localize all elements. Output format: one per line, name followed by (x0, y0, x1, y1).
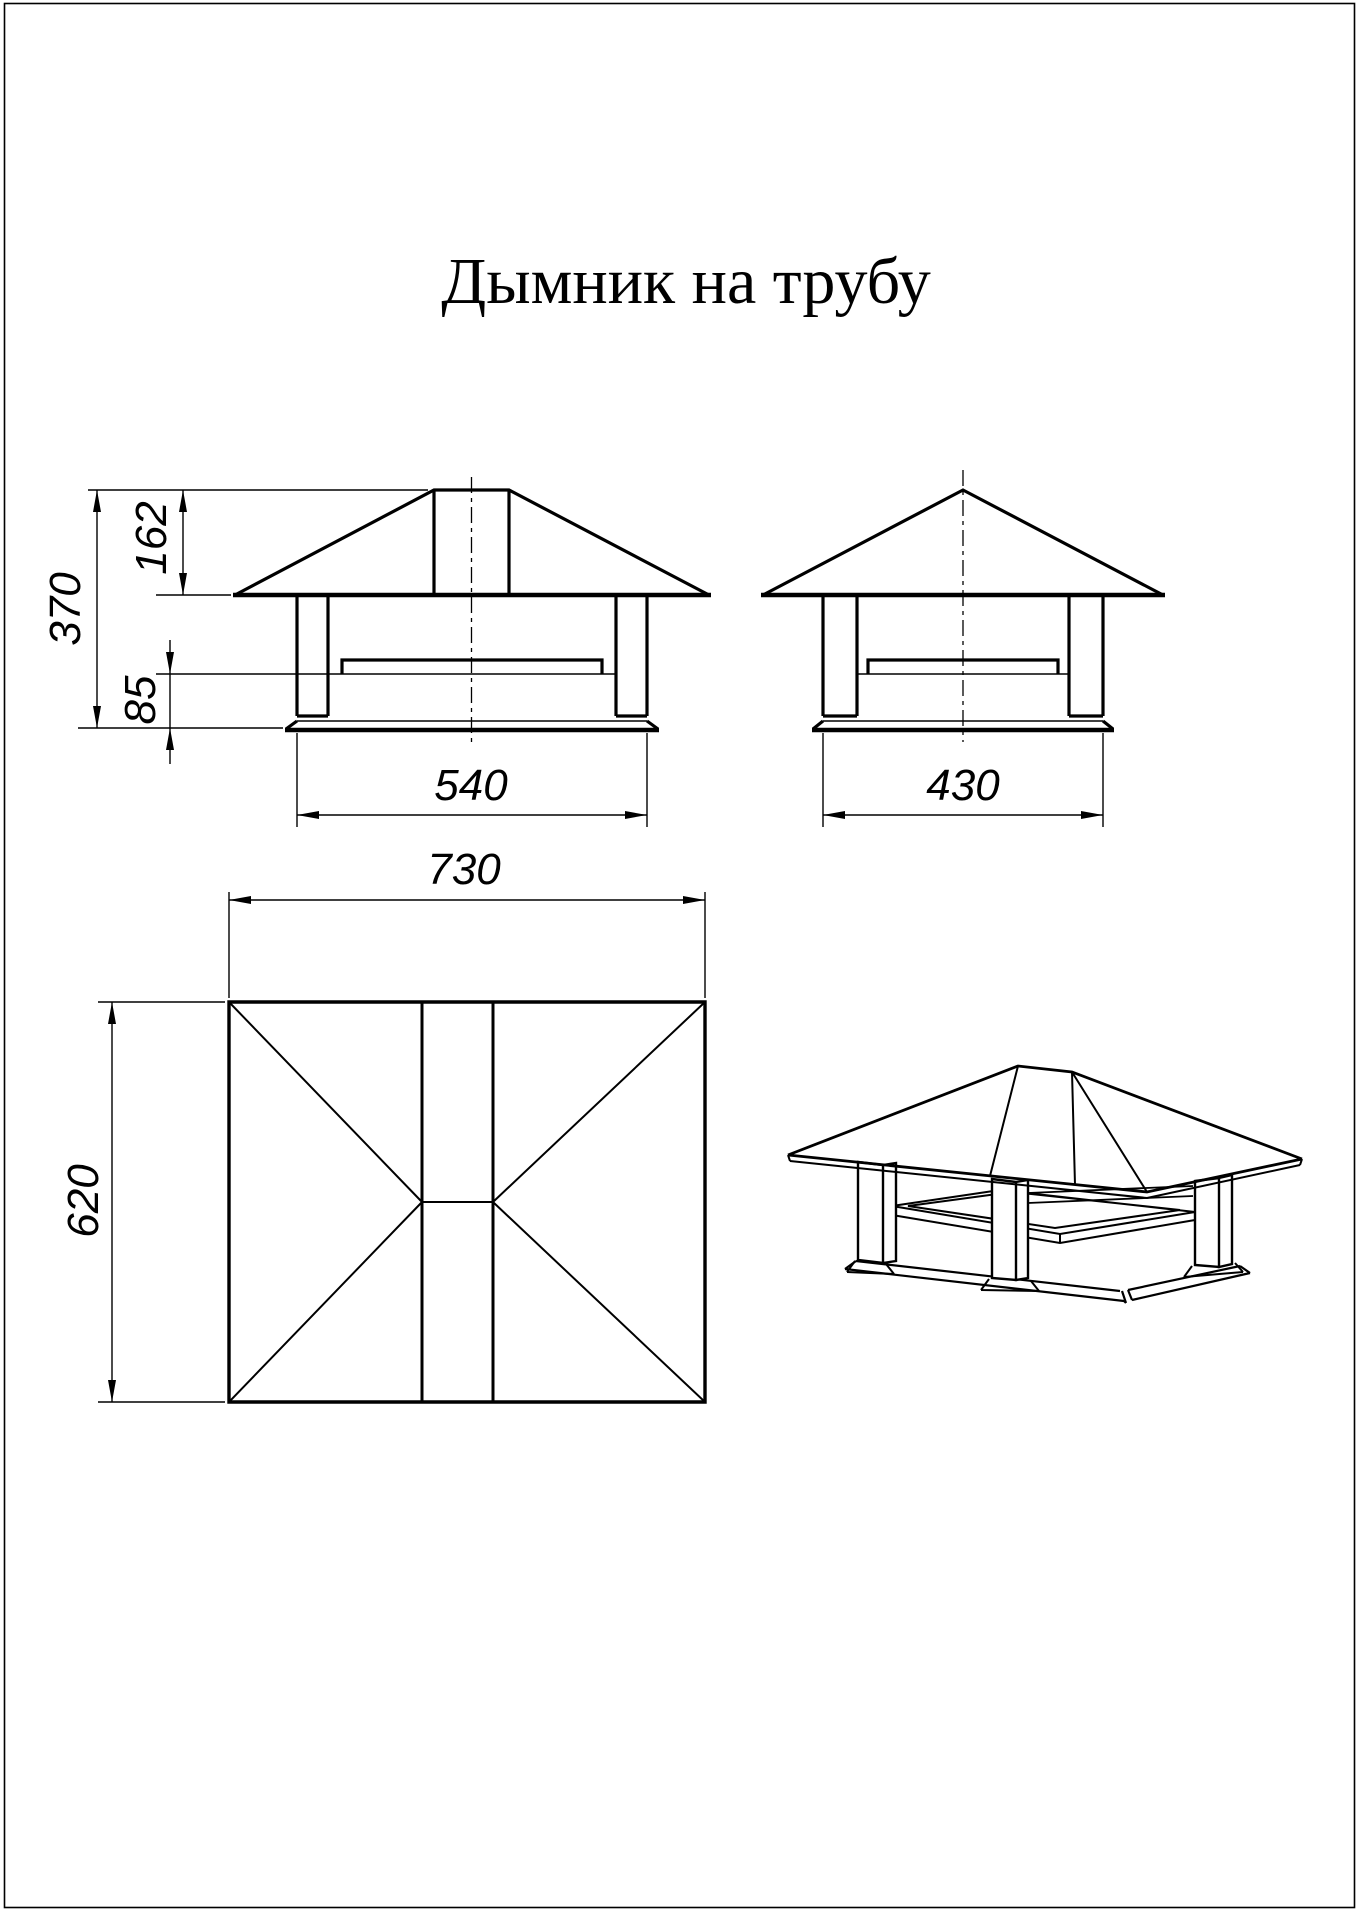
iso-right-leg (1195, 1175, 1232, 1267)
dim-base-width-label: 540 (434, 761, 508, 810)
dim-base-height-label: 85 (116, 675, 165, 725)
dim-base-depth-label: 430 (926, 761, 1000, 810)
drawing-title: Дымник на трубу (441, 245, 931, 318)
iso-base-skirt (845, 1261, 1250, 1303)
iso-front-leg (992, 1179, 1028, 1280)
plan-view (59, 845, 705, 1402)
iso-left-leg (858, 1162, 896, 1263)
plan-arrowheads (108, 896, 705, 1402)
dim-overall-height-label: 370 (41, 572, 90, 646)
dim-overall-depth-label: 620 (59, 1164, 108, 1238)
front-view (41, 477, 711, 827)
front-arrowheads (93, 490, 647, 819)
plan-hip-and-ridge-lines (229, 1002, 705, 1402)
side-view (761, 470, 1165, 827)
dim-overall-width-label: 730 (427, 845, 501, 894)
dim-roof-height-label: 162 (127, 501, 176, 575)
plan-dimension-and-extension-lines (98, 892, 705, 1402)
isometric-view (788, 1066, 1302, 1303)
